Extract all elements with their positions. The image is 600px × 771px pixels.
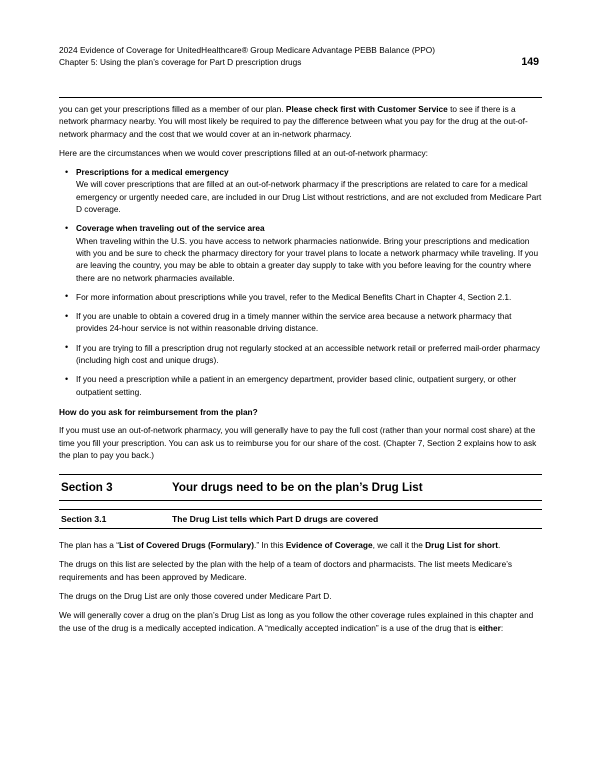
section-3-band bbox=[59, 474, 542, 501]
p1-end: . bbox=[497, 540, 501, 551]
drug-list-paragraph-2: The drugs on this list are selected by the plan with the help of a team of doctors and pharmacists. The list meets Medicare’s requirements and has been approved by Medicare. bbox=[59, 559, 513, 582]
list-item-title: • Coverage when traveling out of the service area bbox=[76, 223, 265, 234]
para1-post: to see if there is a network pharmacy nearby. You will most likely be required to pay the difference between what you pay for the drug at the out-of-network pharmacy and the cost that we would cover at an in-network pharmacy. bbox=[59, 104, 528, 139]
list-item-body: When traveling within the U.S. you have access to network pharmacies nationwide. Bring your prescriptions and medication with you and be sure to check the pharmacy directory for your travel plans to locate a network pharmacy while traveling. If you are leaving the country, you may be able to obtain a greater day supply to take with you before leaving for the country where there are no network pharmacies available. bbox=[76, 235, 539, 283]
header-page-number: 149 bbox=[521, 56, 539, 69]
p1-bold-formulary: List of Covered Drugs (Formulary) bbox=[118, 540, 255, 551]
list-item-body: We will cover prescriptions that are filled at an out-of-network pharmacy if the prescriptions are related to care for a medical emergency or urgently needed care, are included in our Drug List without restrictions, and are not excluded from Medicare Part D coverage. bbox=[76, 179, 542, 215]
reimbursement-heading: How do you ask for reimbursement from the plan? bbox=[59, 406, 258, 417]
list-item bbox=[59, 222, 542, 283]
page-header bbox=[59, 44, 542, 68]
header-divider bbox=[59, 97, 542, 98]
p4-pre: We will generally cover a drug on the plan’s Drug List as long as you follow the other coverage rules explained in this chapter and the use of the drug is a medically accepted indication. A “medically accepted indication” is a use of the drug that is bbox=[59, 610, 534, 633]
circumstances-list bbox=[59, 166, 542, 398]
para1-bold: Please check first with Customer Service bbox=[285, 104, 448, 114]
list-item-body: • If you are trying to fill a prescription drug not regularly stocked at an accessible network retail or preferred mail-order pharmacy (including high cost and unique drugs). bbox=[76, 342, 540, 366]
section-3-1-title: The Drug List tells which Part D drugs are covered bbox=[172, 514, 379, 525]
section-3-1-number: Section 3.1 bbox=[61, 514, 107, 525]
list-item bbox=[59, 291, 542, 303]
list-item-title: • Prescriptions for a medical emergency bbox=[76, 167, 229, 178]
section-3-1-band bbox=[59, 509, 542, 529]
p1-post: , we call it the bbox=[372, 540, 426, 551]
section-3-number: Section 3 bbox=[61, 481, 113, 495]
reimbursement-paragraph: If you must use an out-of-network pharmacy, you will generally have to pay the full cost (rather than your normal cost share) at the time you fill your prescription. You can ask us to reimburse you for our share of the cost. (Chapter 7, Section 2 explains how to ask the plan to pay you back.) bbox=[59, 425, 537, 460]
list-item-body: • If you need a prescription while a patient in an emergency department, provider based clinic, outpatient surgery, or other outpatient setting. bbox=[76, 374, 517, 397]
p4-bold-either: either bbox=[478, 622, 501, 633]
header-chapter-title: Chapter 5: Using the plan’s coverage for Part D prescription drugs bbox=[59, 57, 302, 68]
p4-post: : bbox=[500, 622, 504, 633]
page-content bbox=[59, 103, 542, 641]
list-item bbox=[59, 166, 542, 215]
drug-list-paragraph-3: The drugs on the Drug List are only those covered under Medicare Part D. bbox=[59, 591, 332, 602]
drug-list-paragraph-1 bbox=[59, 539, 542, 551]
list-item bbox=[59, 310, 542, 335]
list-item bbox=[59, 342, 542, 367]
p1-pre: The plan has a “ bbox=[59, 540, 119, 551]
p1-bold-druglist: Drug List for short bbox=[425, 540, 498, 551]
p1-mid: .” In this bbox=[254, 540, 286, 551]
header-row bbox=[59, 56, 542, 68]
p1-bold-eoc: Evidence of Coverage bbox=[285, 540, 373, 551]
list-item-body: • If you are unable to obtain a covered drug in a timely manner within the service area because a network pharmacy that provides 24-hour service is not within reasonable driving distance. bbox=[76, 311, 512, 334]
list-item-body: • For more information about prescriptions while you travel, refer to the Medical Benefits Chart in Chapter 4, Section 2.1. bbox=[76, 291, 512, 302]
paragraph-out-of-network-intro bbox=[59, 103, 542, 140]
paragraph-circumstances-intro: Here are the circumstances when we would cover prescriptions filled at an out-of-network pharmacy: bbox=[59, 147, 428, 158]
list-item bbox=[59, 373, 542, 398]
para1-pre: you can get your prescriptions filled as a member of our plan. bbox=[59, 104, 286, 114]
section-3-title: Your drugs need to be on the plan’s Drug List bbox=[172, 481, 423, 495]
drug-list-paragraph-4 bbox=[59, 609, 542, 634]
header-plan-title: 2024 Evidence of Coverage for UnitedHealthcare® Group Medicare Advantage PEBB Balance (PPO) bbox=[59, 45, 436, 55]
